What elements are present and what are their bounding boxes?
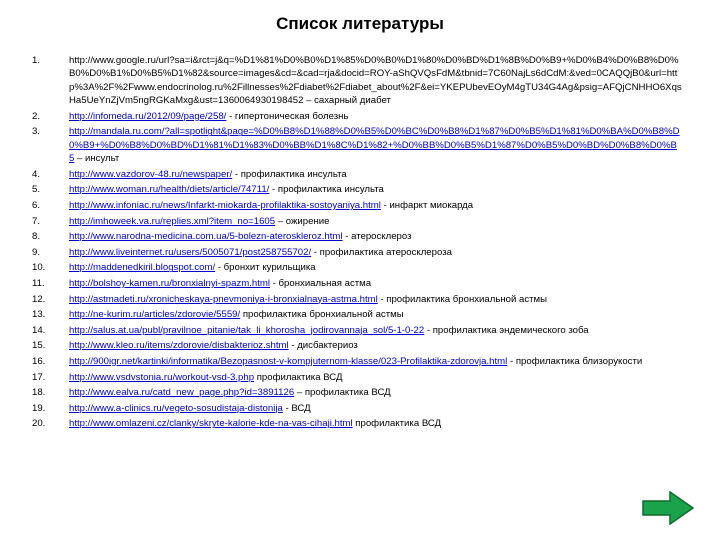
reference-number: 16. — [32, 355, 46, 367]
reference-link[interactable]: http://900igr.net/kartinki/informatika/Bezopasnost-v-kompjuternom-klasse/023-Profilaktika-zdorovja.html — [69, 355, 508, 367]
reference-number: 2. — [32, 110, 41, 122]
reference-number: 15. — [32, 340, 46, 352]
page-title: Список литературы — [276, 14, 444, 33]
reference-link[interactable]: http://www.vazdorov-48.ru/newspaper/ — [69, 168, 233, 180]
reference-number: 19. — [32, 402, 46, 414]
reference-item — [32, 125, 682, 165]
reference-link[interactable]: http://www.omlazeni.cz/clanky/skryte-kalorie-kde-na-vas-cihaji.html — [69, 418, 353, 430]
reference-link[interactable]: http://bolshoy-kamen.ru/bronxialnyi-spazm.html — [69, 277, 271, 289]
reference-item — [32, 215, 682, 228]
reference-number: 6. — [32, 200, 41, 211]
reference-item — [32, 355, 682, 368]
reference-description: - профилактика бронхиальной астмы — [377, 293, 548, 305]
reference-link[interactable]: http://www.vsdvstonia.ru/workout-vsd-3.php — [69, 371, 255, 383]
reference-item — [32, 246, 682, 259]
reference-item — [32, 402, 682, 415]
reference-item — [32, 110, 682, 123]
reference-description: - бронхит курильщика — [215, 262, 316, 274]
reference-link[interactable]: http://infomeda.ru/2012/09/page/258/ — [69, 110, 227, 122]
reference-link[interactable]: http://www.ealva.ru/catd_new_page.php?id=3891126 — [69, 387, 295, 399]
reference-item — [32, 261, 682, 274]
arrow-shape — [643, 492, 693, 524]
reference-link[interactable]: http://astmadeti.ru/xronicheskaya-pnevmoniya-i-bronxialnaya-astma.html — [69, 293, 378, 305]
reference-link[interactable]: http://www.woman.ru/health/diets/article/74711/ — [69, 184, 270, 196]
reference-item — [32, 199, 682, 212]
reference-description: - атеросклероз — [342, 231, 412, 243]
reference-link[interactable]: http://www.liveinternet.ru/users/5005071/post258755702/ — [69, 246, 312, 258]
next-slide-arrow-icon[interactable] — [642, 491, 694, 525]
reference-link[interactable]: http://www.narodna-medicina.com.ua/5-bolezn-ateroskleroz.html — [69, 231, 343, 243]
reference-item — [32, 386, 682, 399]
reference-description: – профилактика ВСД — [294, 387, 391, 399]
reference-link[interactable]: http://www.a-clinics.ru/vegeto-sosudistaja-distonija — [69, 402, 283, 414]
reference-description: - профилактика атеросклероза — [311, 246, 452, 258]
reference-number: 10. — [32, 262, 46, 274]
reference-number: 20. — [32, 418, 46, 430]
reference-link[interactable]: http://www.infoniac.ru/news/Infarkt-miokarda-profilaktika-sostoyaniya.html — [69, 200, 381, 211]
reference-description: - инфаркт миокарда — [380, 200, 474, 211]
reference-description: - ВСД — [282, 402, 311, 414]
reference-item — [32, 230, 682, 243]
reference-number: 11. — [32, 277, 45, 289]
reference-description: - профилактика близорукости — [507, 355, 643, 367]
reference-description: - гипертоническая болезнь — [226, 110, 349, 122]
reference-item — [32, 168, 682, 181]
reference-link[interactable]: http://imhoweek.va.ru/replies.xml?item_no=1605 — [69, 215, 276, 227]
reference-number: 7. — [32, 215, 41, 227]
reference-item — [32, 277, 682, 290]
reference-number: 12. — [32, 293, 46, 305]
reference-description: профилактика ВСД — [254, 371, 343, 383]
reference-description: - дисбактериоз — [288, 340, 358, 352]
reference-link[interactable]: http://maddenedkiril.blogspot.com/ — [69, 262, 216, 274]
reference-number: 1. — [32, 55, 41, 66]
reference-description: – ожирение — [275, 215, 330, 227]
reference-item — [32, 324, 682, 337]
reference-item — [32, 183, 682, 196]
reference-number: 4. — [32, 168, 41, 180]
reference-link[interactable]: http://www.kleo.ru/items/zdorovie/disbakterioz.shtml — [69, 340, 289, 352]
reference-item — [32, 371, 682, 384]
reference-description: – инсульт — [74, 153, 120, 165]
reference-number: 18. — [32, 387, 46, 399]
reference-list — [32, 54, 682, 433]
reference-item — [32, 293, 682, 306]
reference-link[interactable]: http://ne-kurim.ru/articles/zdorovie/5559/ — [69, 309, 241, 321]
reference-item — [32, 417, 682, 430]
reference-description: - профилактика инсульта — [269, 184, 384, 196]
reference-number: 3. — [32, 126, 41, 138]
reference-description: - бронхиальная астма — [270, 277, 372, 289]
reference-description: - профилактика эндемического зоба — [424, 324, 589, 336]
reference-link[interactable]: http://mandala.ru.com/?all=spotlight&page=%D0%B8%D1%88%D0%B5%D0%BC%D0%B8%D1%87%D0%B5%D1%81%D0%BA%D0%B8%D0%B9+%D0%B8%D0%BD%D1%81%D1%83%D0%BB%D1%8C%D1%82+%D0%BB%D0%B5%D1%87%D0%B5%D0%BD%D0%B8%D0%B5 — [69, 126, 680, 165]
reference-description: профилактика ВСД — [352, 418, 442, 430]
reference-link[interactable]: http://salus.at.ua/publ/pravilnoe_pitanie/tak_li_khorosha_jodirovannaja_sol/5-1-0-22 — [69, 324, 425, 336]
reference-number: 13. — [32, 309, 46, 321]
reference-description: профилактика бронхиальной астмы — [240, 309, 404, 321]
reference-item — [32, 308, 682, 321]
reference-item — [32, 54, 682, 108]
reference-number: 17. — [32, 371, 46, 383]
reference-description: http://www.google.ru/url?sa=i&rct=j&q=%D1%81%D0%B0%D1%85%D0%B0%D1%80%D0%BD%D1%8B%D0%B9+%D0%B4%D0%B8%D0%B0%D0%B1%D0%B5%D1%82&source=images&cd=&cad=rja&docid=ROY-aShQVQsFdM&tbnid=7C60NajLs6dCdM:&ved=0CAQQjB0&url=http%3A%2F%2Fwww.endocrinolog.ru%2Fillnesses%2Fdiabet%2Fdiabet_about%2F&ei=YKEPUbevEOyM4gTU34G4Ag&psig=AFQjCNHHO6XqsHa5UeYnZjVm5ngRGKaMxg&ust=1360064930198452 – сахарный диабет — [69, 55, 682, 107]
reference-number: 8. — [32, 231, 41, 243]
reference-number: 9. — [32, 246, 41, 258]
reference-description: - профилактика инсульта — [232, 168, 347, 180]
reference-number: 14. — [32, 324, 46, 336]
reference-number: 5. — [32, 184, 41, 196]
reference-item — [32, 339, 682, 352]
